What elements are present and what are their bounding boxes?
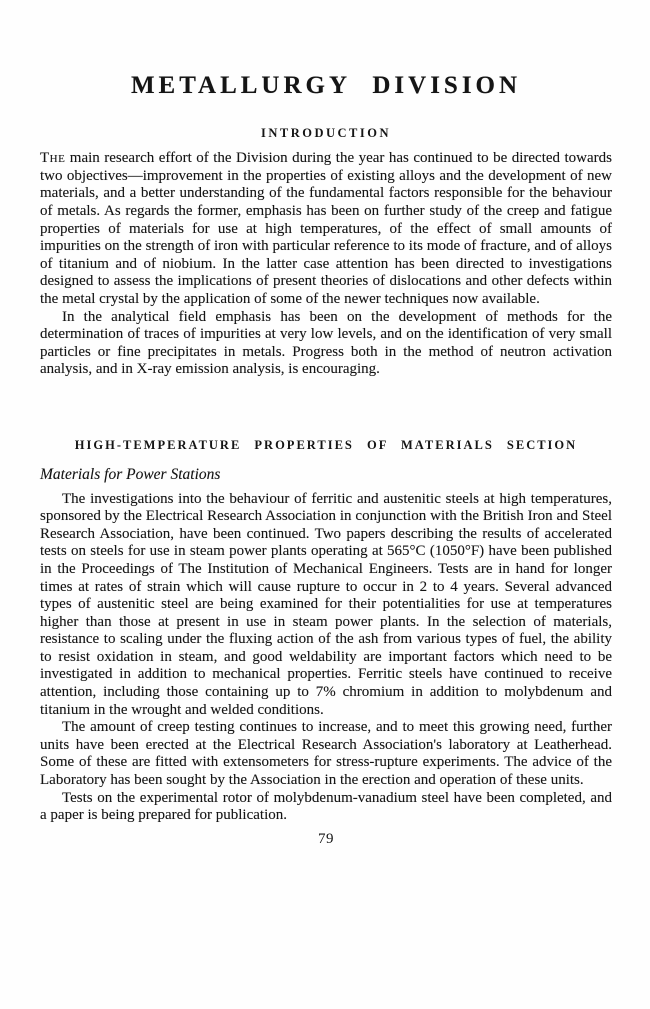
intro-paragraph-1 (40, 150, 612, 308)
intro-paragraph-1-text: main research effort of the Division during the year has continued to be directed towards two objectives—improvement in the properties of existing alloys and the development of new materials, and a better understanding of the fundamental factors responsible for the behaviour of metals. As regards the former, emphasis has been on further study of the creep and fatigue properties of materials for use at high temperatures, of the effect of small amounts of impurities on the strength of iron with particular reference to its mode of fracture, and of alloys of titanium and of niobium. In the latter case attention has been directed to investigations designed to assess the implications of present theories of dislocations and other defects within the metal crystal by the application of some of the newer techniques now available. (40, 150, 612, 307)
section-paragraph-3: Tests on the experimental rotor of molybdenum-vanadium steel have been completed, and a paper is being prepared for publication. (40, 789, 612, 824)
page-number: 79 (318, 830, 334, 847)
section-heading: HIGH-TEMPERATURE PROPERTIES OF MATERIALS SECTION (74, 437, 578, 452)
intro-paragraph-2: In the analytical field emphasis has been on the development of methods for the determination of traces of impurities at very low levels, and on the identification of very small particles or fine precipitates in metals. Progress both in the method of neutron activation analysis, and in X-ray emission analysis, is encouraging. (40, 308, 612, 378)
section-paragraph-1: The investigations into the behaviour of ferritic and austenitic steels at high temperatures, sponsored by the Electrical Research Association in conjunction with the British Iron and Steel Research Association, have been continued. Two papers describing the results of accelerated tests on steels for use in steam power plants operating at 565°C (1050°F) have been published in the Proceedings of The Institution of Mechanical Engineers. Tests are in hand for longer times at rates of strain which will cause rupture to occur in 2 to 4 years. Several advanced types of austenitic steel are being examined for their potentialities for use at temperatures higher than those at present in use in steam power plants. In the selection of materials, resistance to scaling under the fluxing action of the ash from various types of fuel, the ability to resist oxidation in steam, and good weldability are important factors which need to be investigated in addition to mechanical properties. Ferritic steels have continued to receive attention, including those containing up to 7% chromium in addition to molybdenum and titanium in the wrought and welded conditions. (40, 490, 612, 718)
section-body (40, 491, 612, 825)
page-content (40, 0, 612, 848)
intro-paragraph-1-lead: The (40, 150, 66, 167)
subsection-heading: Materials for Power Stations (40, 465, 221, 483)
intro-heading: INTRODUCTION (260, 125, 391, 140)
intro-body (40, 150, 612, 379)
page-title: METALLURGY DIVISION (130, 72, 522, 99)
section-paragraph-2: The amount of creep testing continues to increase, and to meet this growing need, further units have been erected at the Electrical Research Association's laboratory at Leatherhead. Some of these are fitted with extensometers for stress-rupture experiments. The advice of the Laboratory has been sought by the Association in the erection and operation of these units. (40, 719, 612, 789)
